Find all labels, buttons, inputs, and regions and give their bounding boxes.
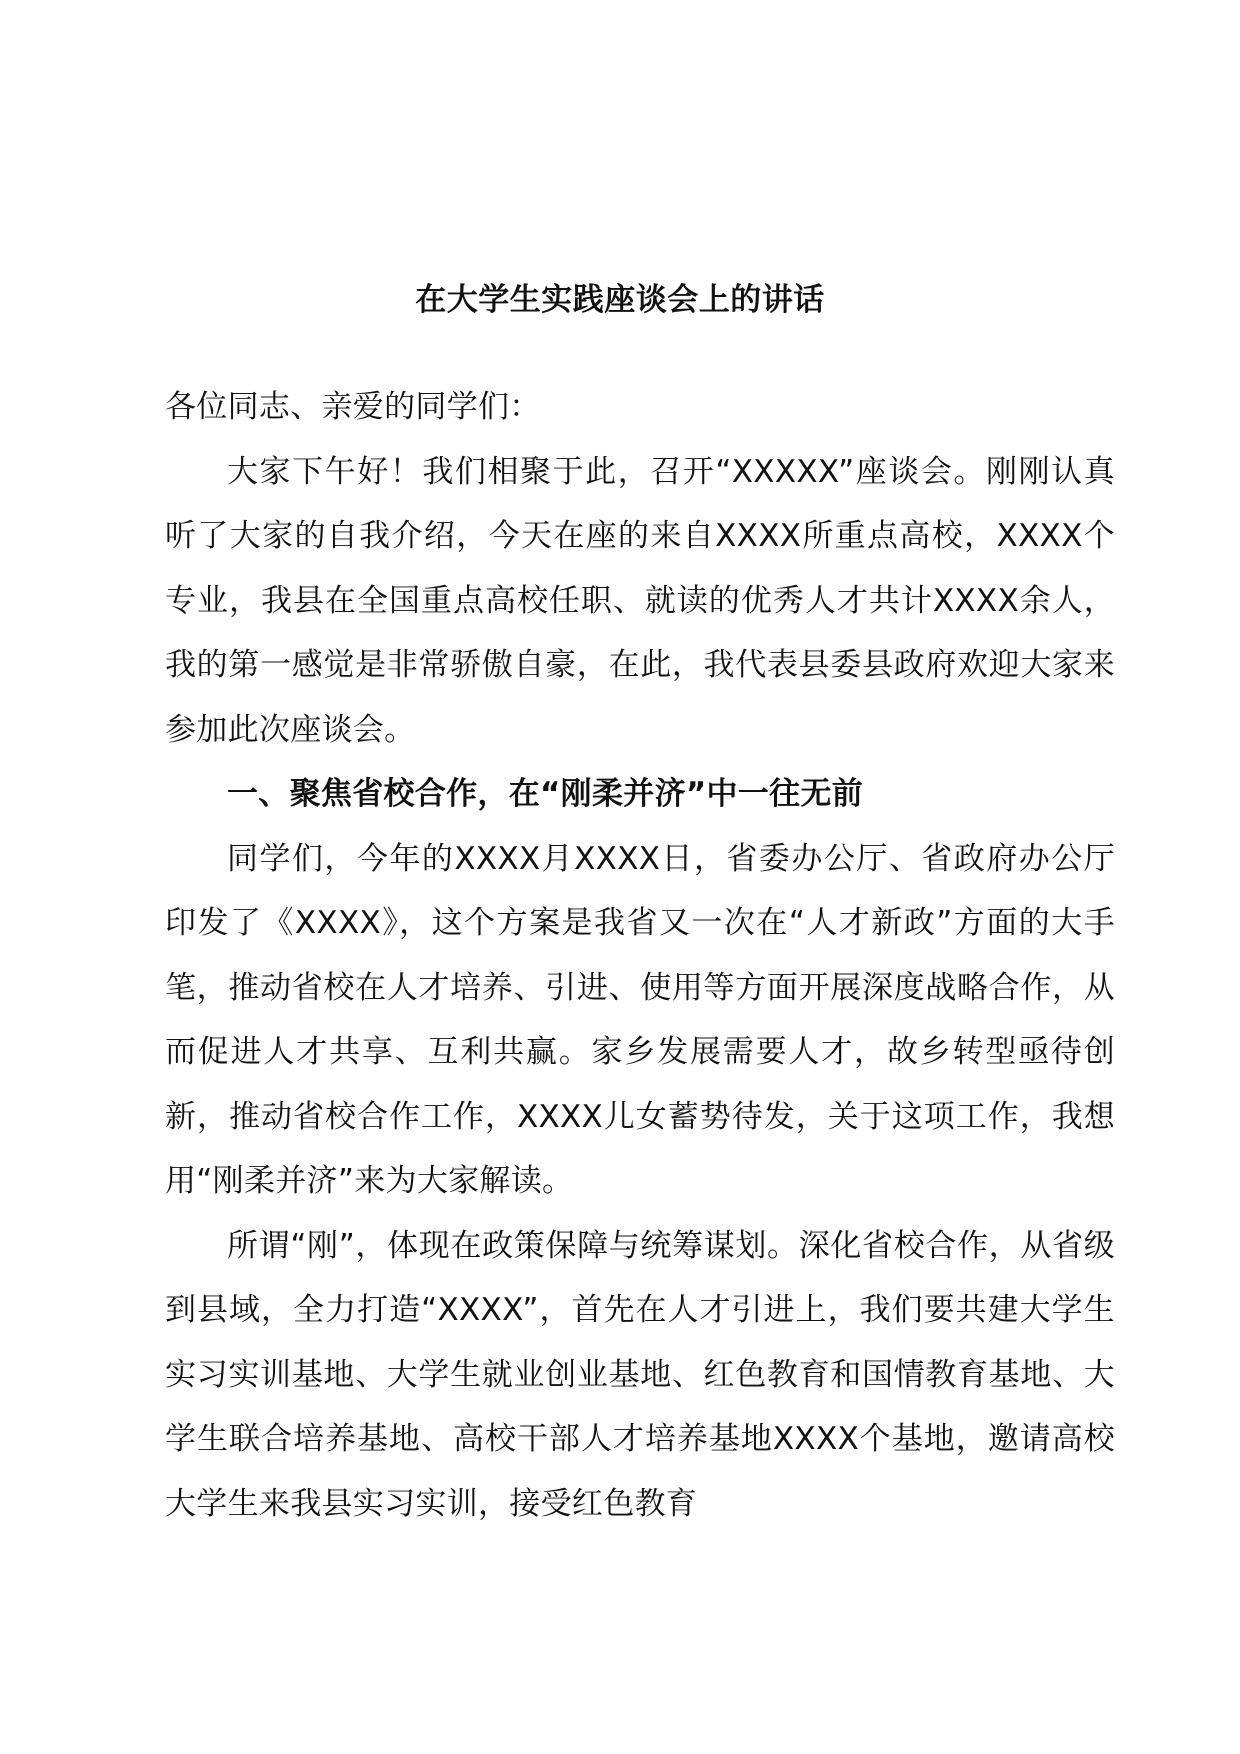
paragraph-policy: 同学们，今年的XXXX月XXXX日，省委办公厅、省政府办公厅印发了《XXXX》，这个方案是我省又一次在“人才新政”方面的大手笔，推动省校在人才培养、引进、使用等方面开展深度战略合作，从而促进人才共享、互利共赢。家乡发展需要人才，故乡转型亟待创新，推动省校合作工作，XXXX儿女蓄势待发，关于这项工作，我想用“刚柔并济”来为大家解读。 [165,840,1115,1199]
document-body [165,375,1115,1536]
salutation: 各位同志、亲爱的同学们： [165,389,541,425]
section-heading-1: 一、聚焦省校合作，在“刚柔并济”中一往无前 [227,776,864,812]
document-title: 在大学生实践座谈会上的讲话 [415,282,825,318]
paragraph-greeting: 大家下午好！我们相聚于此，召开“XXXXX”座谈会。刚刚认真听了大家的自我介绍，今天在座的来自XXXX所重点高校，XXXX个专业，我县在全国重点高校任职、就读的优秀人才共计XXXX余人，我的第一感觉是非常骄傲自豪，在此，我代表县委县政府欢迎大家来参加此次座谈会。 [165,453,1115,748]
paragraph-gang: 所谓“刚”，体现在政策保障与统筹谋划。深化省校合作，从省级到县域，全力打造“XXXX”，首先在人才引进上，我们要共建大学生实习实训基地、大学生就业创业基地、红色教育和国情教育基地、大学生联合培养基地、高校干部人才培养基地XXXX个基地，邀请高校大学生来我县实习实训，接受红色教育 [165,1227,1115,1522]
